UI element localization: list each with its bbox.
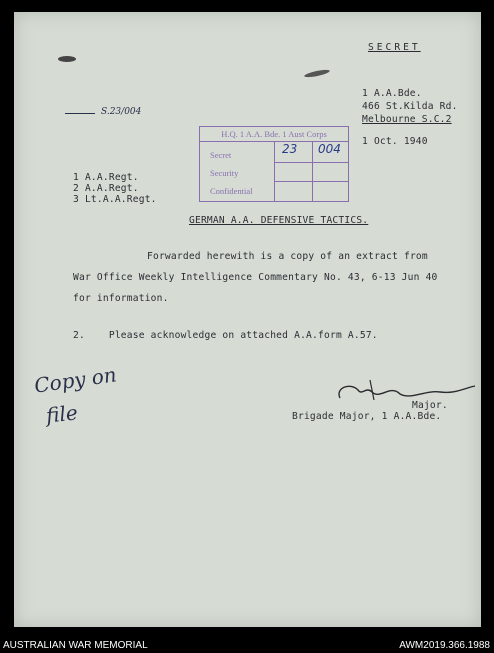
signatory-rank: Major. [412,400,448,411]
body-paragraph-1-line-3: for information. [73,293,169,304]
handwritten-file-reference [65,107,141,117]
body-paragraph-2: 2. Please acknowledge on attached A.A.form A.57. [73,330,378,341]
stamp-divider [312,141,313,201]
initials-scribble [65,108,95,114]
recipient-3: 3 Lt.A.A.Regt. [73,194,157,205]
stamp-rule [274,181,348,182]
sender-line-3: Melbourne S.C.2 [362,114,452,125]
stamp-divider [274,141,275,201]
stamp-rule [274,162,348,163]
stamp-label-confidential: Confidential [210,186,253,196]
file-reference-number: S.23/004 [101,107,142,117]
sender-line-1: 1 A.A.Bde. [362,88,422,99]
signatory-title: Brigade Major, 1 A.A.Bde. [292,411,442,422]
recipient-1: 1 A.A.Regt. [73,172,139,183]
stamp-heading: H.Q. 1 A.A. Bde. 1 Aust Corps [200,127,348,142]
footer-accession-number: AWM2019.366.1988 [399,640,490,651]
footer-institution: AUSTRALIAN WAR MEMORIAL [3,640,148,651]
sender-line-2: 466 St.Kilda Rd. [362,101,458,112]
recipient-2: 2 A.A.Regt. [73,183,139,194]
letter-date: 1 Oct. 1940 [362,136,428,147]
classification-label: SECRET [368,42,421,53]
punch-mark-left [58,56,76,62]
stamp-label-security: Security [210,168,239,178]
subject-line: GERMAN A.A. DEFENSIVE TACTICS. [189,215,369,226]
body-paragraph-1-line-2: War Office Weekly Intelligence Commentary No. 43, 6-13 Jun 40 [73,272,438,283]
body-paragraph-1-line-1: Forwarded herewith is a copy of an extract from [147,251,428,262]
handwritten-annotation-line-2: file [44,400,79,428]
stamp-number-part2: 004 [318,142,341,156]
signature-scribble [330,370,480,410]
headquarters-stamp [199,126,349,202]
stamp-label-secret: Secret [210,150,232,160]
handwritten-annotation-line-1: Copy on [32,362,119,398]
stamp-number-part1: 23 [282,142,298,156]
